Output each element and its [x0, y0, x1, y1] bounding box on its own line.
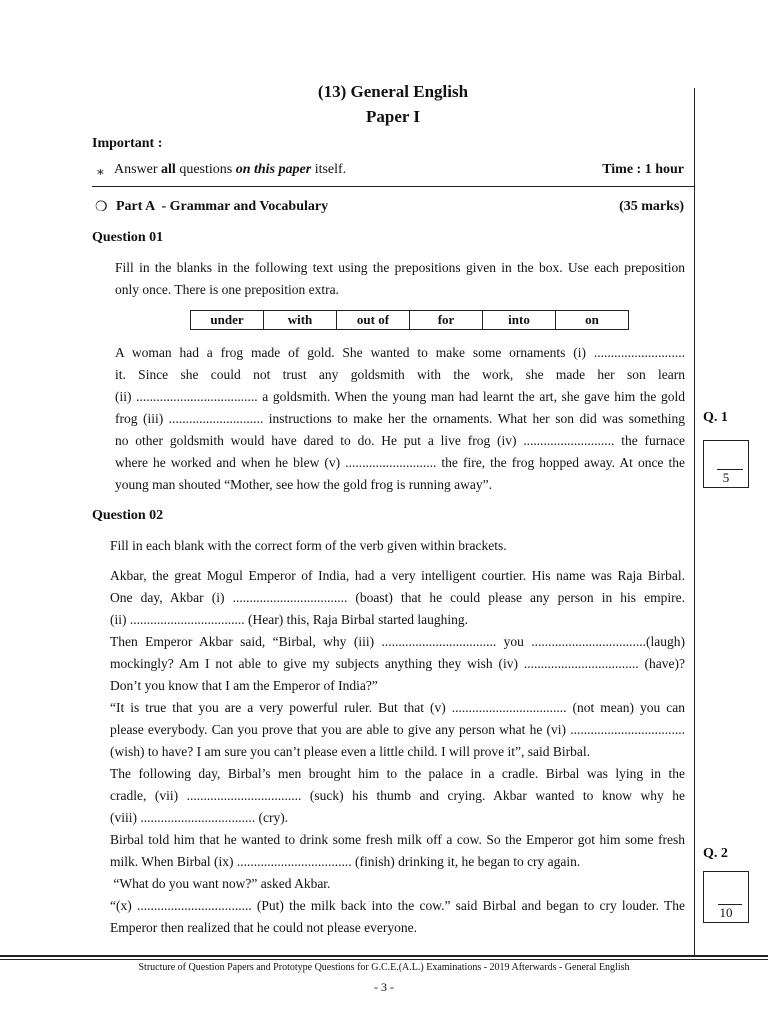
header-rule [92, 186, 694, 187]
q2-passage-line: (viii) .................................. (cry). [110, 810, 289, 825]
q1-mark-label: Q. 1 [703, 410, 728, 425]
q2-mark-label: Q. 2 [703, 846, 728, 861]
q1-passage-line: no other goldsmith would have dared to do. He put a live frog (iv) ........................... the furnace [115, 433, 685, 448]
q1-mark-total: 5 [722, 470, 730, 485]
q2-passage-line: Birbal told him that he wanted to drink some fresh milk off a cow. So the Emperor got him some fresh [110, 832, 685, 847]
q2-passage-line: please everybody. Can you prove that you are able to give any person what he (vi) .................................. [110, 722, 685, 737]
instruction-pre: Answer [114, 162, 162, 177]
time-allowed: Time : 1 hour [602, 162, 684, 177]
q2-passage-line: Akbar, the great Mogul Emperor of India, had a very intelligent courtier. His name was Raja Birbal. [110, 568, 685, 583]
q2-passage-line: The following day, Birbal’s men brought him to the palace in a cradle. Birbal was lying in the [110, 766, 685, 781]
instruction-mid: questions [175, 162, 236, 177]
instruction-emphasis: on this paper [235, 162, 312, 177]
q1-passage-line: it. Since she could not trust any goldsmith with the work, she made her son learn [115, 367, 685, 382]
q1-heading: Question 01 [92, 230, 164, 245]
part-a-bullet-icon: ❍ [95, 200, 108, 215]
bullet-icon: ∗ [96, 164, 105, 179]
word-box-item: for [410, 311, 483, 330]
margin-divider [694, 88, 695, 956]
paper-title: (13) General English [317, 82, 469, 101]
word-box-item: on [556, 311, 629, 330]
q2-passage-line: (ii) .................................. (Hear) this, Raja Birbal started laughing. [110, 612, 469, 627]
important-label: Important : [92, 136, 163, 151]
q2-mark-total: 10 [719, 905, 733, 920]
q2-passage-line: milk. When Birbal (ix) .................................. (finish) drinking it, he began to cry again. [110, 854, 581, 869]
footer-rule-thin [0, 959, 768, 960]
footer-rule-thick [0, 955, 768, 957]
word-box-item: with [264, 311, 337, 330]
q2-passage-line: Emperor then realized that he could not please everyone. [110, 920, 417, 935]
q2-instruction: Fill in each blank with the correct form of the verb given within brackets. [110, 538, 507, 553]
word-box-item: out of [337, 311, 410, 330]
q1-mark-box [703, 440, 749, 488]
instruction-bold: all [161, 162, 176, 177]
q2-passage-line: Don’t you know that I am the Emperor of India?” [110, 678, 378, 693]
footer-text: Structure of Question Papers and Prototype Questions for G.C.E.(A.L.) Examinations - 2019 Afterwards - General English [138, 962, 630, 973]
q2-passage-line: “What do you want now?” asked Akbar. [110, 876, 331, 891]
instruction-text [114, 162, 346, 178]
q2-passage-line: cradle, (vii) .................................. (suck) his thumb and crying. Akbar wanted to know why he [110, 788, 685, 803]
q2-passage-line: “(x) .................................. (Put) the milk back into the cow.” said Birbal and began to cry louder. The [110, 898, 685, 913]
part-a-marks: (35 marks) [619, 199, 684, 214]
q1-passage-line: young man shouted “Mother, see how the gold frog is running away”. [115, 477, 493, 492]
q1-passage-line: where he worked and when he blew (v) ........................... the fire, the frog hopped away. At once the [115, 455, 685, 470]
q1-passage-line: (ii) .................................... a goldsmith. When the young man had learnt the art, she gave him the gold [115, 389, 685, 404]
q2-passage-line: (wish) to have? I am sure you can’t please even a little child. I will prove it”, said Birbal. [110, 744, 590, 759]
q2-mark-box [703, 871, 749, 923]
q2-passage-line: mockingly? Am I not able to give my subjects anything they wish (iv) .................................. (have)? [110, 656, 685, 671]
paper-subtitle: Paper I [366, 107, 420, 126]
part-a-title: Part A - Grammar and Vocabulary [116, 199, 329, 214]
q2-heading: Question 02 [92, 508, 164, 523]
q1-passage-line: A woman had a frog made of gold. She wanted to make some ornaments (i) ........................... [115, 345, 685, 360]
q1-passage-line: frog (iii) ............................ instructions to make her the ornaments. What her son did was something [115, 411, 685, 426]
word-box-item: into [483, 311, 556, 330]
q2-passage-line: One day, Akbar (i) .................................. (boast) that he could please any person in his empire. [110, 590, 685, 605]
q1-instruction-line: only once. There is one preposition extra. [115, 282, 339, 297]
q1-instruction-line: Fill in the blanks in the following text using the prepositions given in the box. Use each preposition [115, 260, 685, 275]
preposition-word-box [190, 310, 629, 330]
instruction-post: itself. [311, 162, 347, 177]
page-number: - 3 - [374, 980, 394, 994]
q2-passage-line: “It is true that you are a very powerful ruler. But that (v) .................................. (not mean) you can [110, 700, 685, 715]
q2-passage-line: Then Emperor Akbar said, “Birbal, why (iii) .................................. you ..................................(laugh) [110, 634, 685, 649]
word-box-item: under [191, 311, 264, 330]
